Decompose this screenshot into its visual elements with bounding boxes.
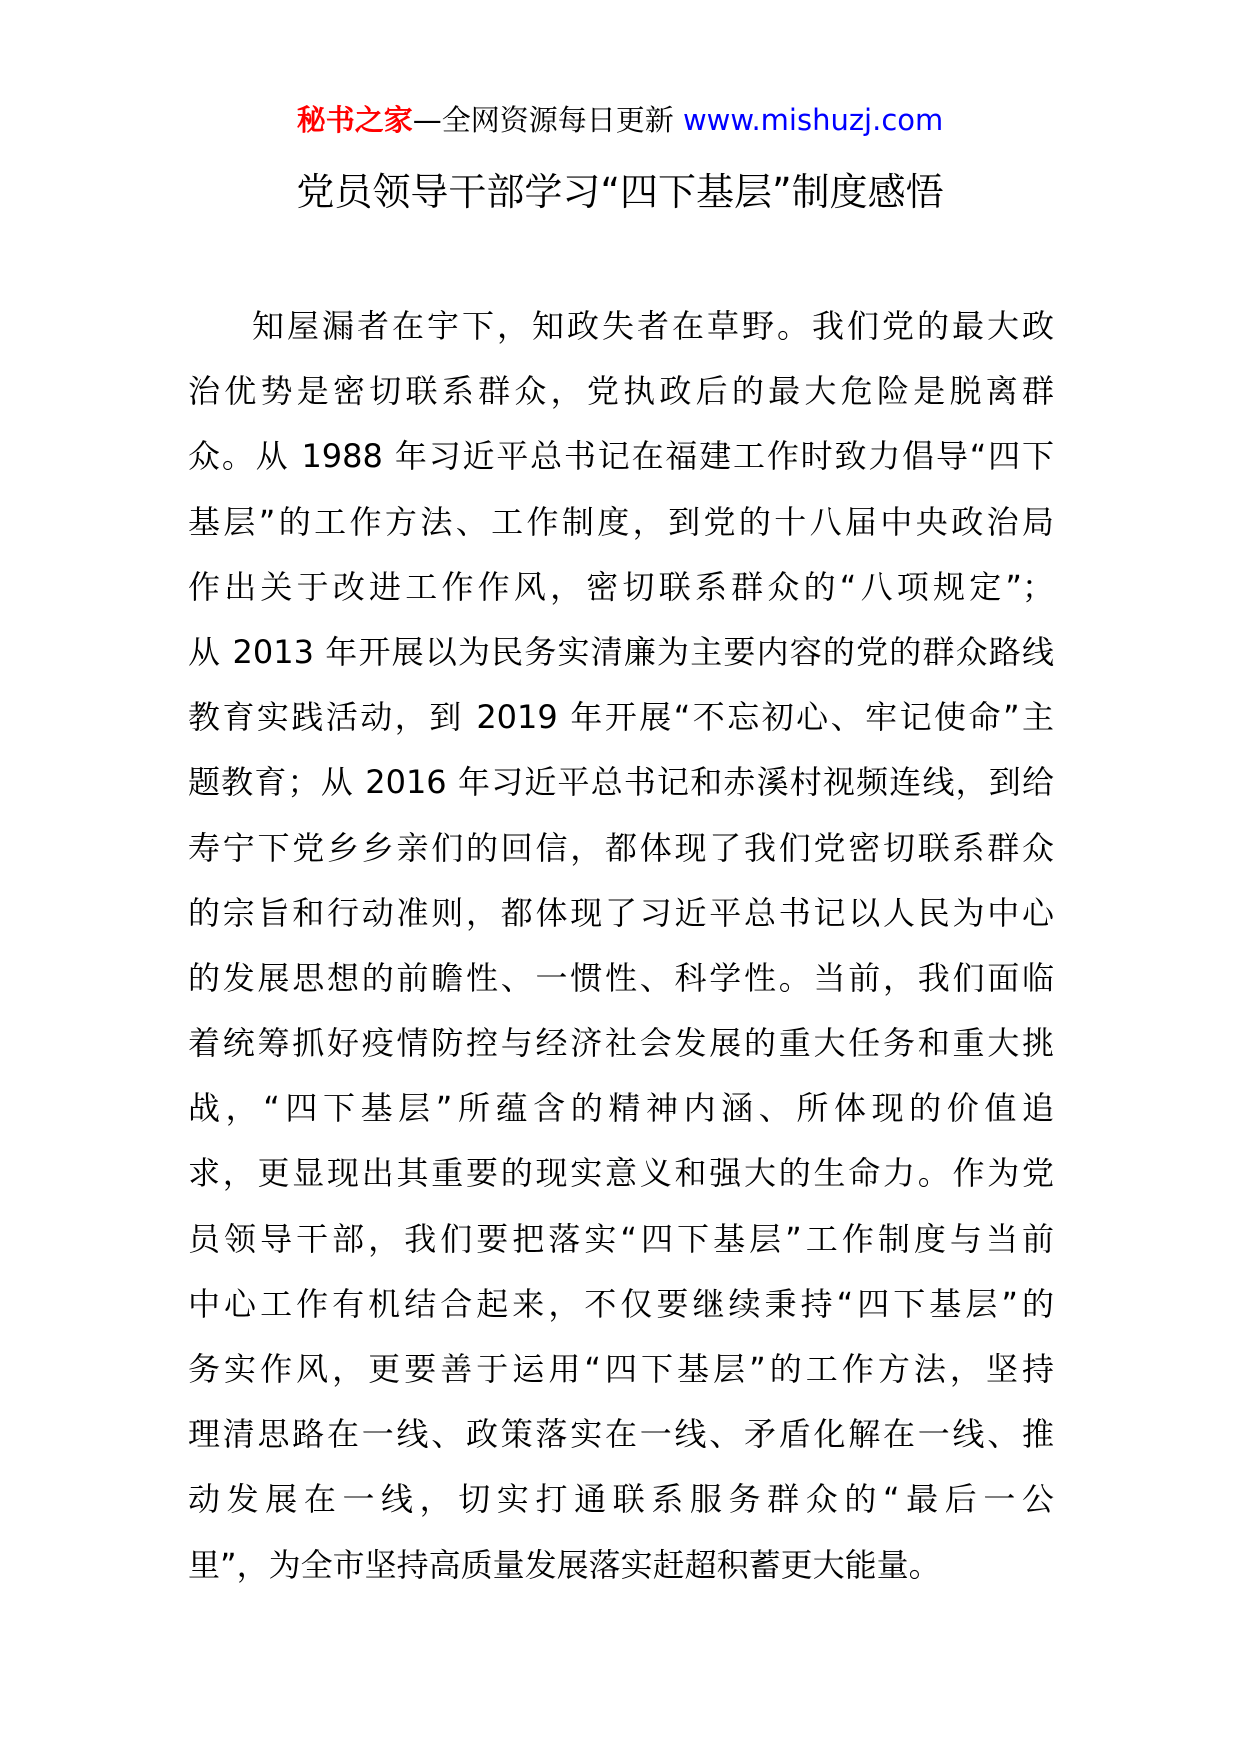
header-tagline: —全网资源每日更新 xyxy=(412,103,683,137)
body-line: 的宗旨和行动准则，都体现了习近平总书记以人民为中心 xyxy=(188,893,1054,932)
body-line: 基层”的工作方法、工作制度，到党的十八届中央政治局 xyxy=(188,502,1054,541)
document-body xyxy=(188,294,1054,1598)
brand-name: 秘书之家 xyxy=(296,103,413,137)
body-line: 题教育；从 2016 年习近平总书记和赤溪村视频连线，到给 xyxy=(188,763,1054,802)
body-line: 战，“四下基层”所蕴含的精神内涵、所体现的价值追 xyxy=(188,1089,1054,1128)
body-line: 理清思路在一线、政策落实在一线、矛盾化解在一线、推 xyxy=(188,1415,1054,1454)
site-url-link[interactable]: www.mishuzj.com xyxy=(682,103,944,137)
body-line: 员领导干部，我们要把落实“四下基层”工作制度与当前 xyxy=(188,1219,1054,1258)
body-line: 着统筹抓好疫情防控与经济社会发展的重大任务和重大挑 xyxy=(188,1024,1054,1063)
body-line: 动发展在一线，切实打通联系服务群众的“最后一公 xyxy=(188,1480,1054,1519)
body-line: 治优势是密切联系群众，党执政后的最大危险是脱离群 xyxy=(188,372,1054,411)
body-line: 里”，为全市坚持高质量发展落实赶超积蓄更大能量。 xyxy=(188,1545,941,1584)
watermark-header xyxy=(0,100,1240,140)
body-line: 务实作风，更要善于运用“四下基层”的工作方法，坚持 xyxy=(188,1350,1054,1388)
body-line: 教育实践活动，到 2019 年开展“不忘初心、牢记使命”主 xyxy=(188,698,1054,737)
body-line: 从 2013 年开展以为民务实清廉为主要内容的党的群众路线 xyxy=(188,632,1054,671)
body-line: 的发展思想的前瞻性、一惯性、科学性。当前，我们面临 xyxy=(188,958,1054,997)
body-line: 求，更显现出其重要的现实意义和强大的生命力。作为党 xyxy=(188,1154,1054,1193)
body-line: 知屋漏者在宇下，知政失者在草野。我们党的最大政 xyxy=(252,307,1054,345)
body-line: 中心工作有机结合起来，不仅要继续秉持“四下基层”的 xyxy=(188,1284,1054,1323)
body-line: 众。从 1988 年习近平总书记在福建工作时致力倡导“四下 xyxy=(188,437,1054,476)
body-line: 寿宁下党乡乡亲们的回信，都体现了我们党密切联系群众 xyxy=(188,828,1054,867)
document-title: 党员领导干部学习“四下基层”制度感悟 xyxy=(296,170,944,214)
body-line: 作出关于改进工作作风，密切联系群众的“八项规定”； xyxy=(188,567,1054,606)
